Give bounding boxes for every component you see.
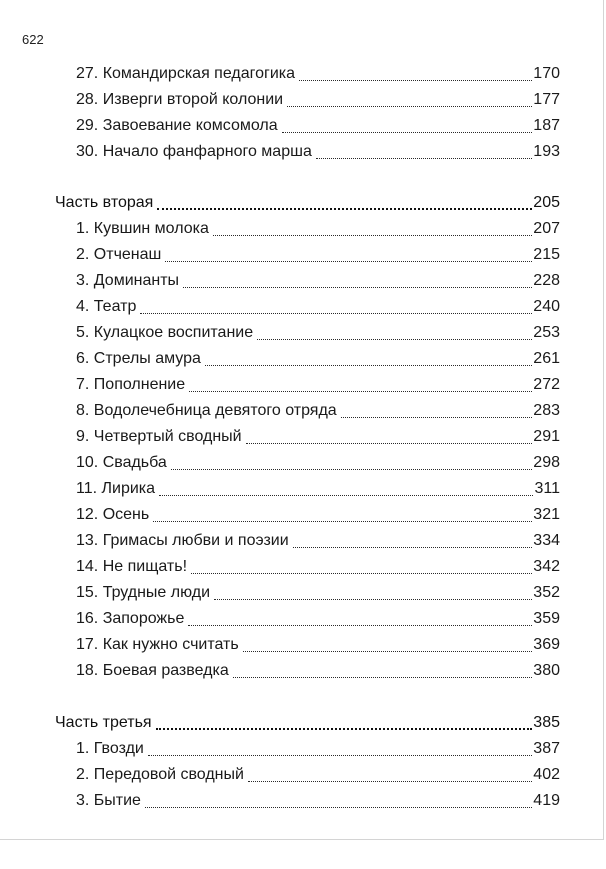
toc-dot-leader [157, 208, 532, 210]
toc-entry [0, 554, 560, 580]
toc-entry-page: 283 [533, 402, 560, 419]
toc-entry [0, 242, 560, 268]
toc-entry [0, 372, 560, 398]
toc-entry-page: 205 [533, 194, 560, 211]
toc-dot-leader [246, 443, 533, 444]
toc-dot-leader [189, 391, 532, 392]
toc-dot-leader [243, 651, 533, 652]
page-number: 622 [22, 32, 44, 47]
toc-entry-page: 215 [533, 246, 560, 263]
toc-entry-title: 14. Не пищать! [76, 558, 188, 575]
toc-entry-page: 177 [533, 91, 560, 108]
toc-entry [0, 450, 560, 476]
toc-entry-title: 13. Гримасы любви и поэзии [76, 532, 289, 549]
toc-entry-title: 1. Гвозди [76, 740, 144, 757]
toc-entry-page: 380 [533, 662, 560, 679]
toc-entry-page: 272 [533, 376, 560, 393]
toc-entry-title: 10. Свадьба [76, 454, 167, 471]
toc-dot-leader [213, 235, 532, 236]
toc-entry-title: 3. Бытие [76, 792, 141, 809]
toc-entry-page: 311 [534, 480, 560, 497]
toc-entry-page: 359 [533, 610, 560, 627]
toc-entry-page: 402 [533, 766, 560, 783]
toc-entry-page: 193 [533, 143, 560, 160]
toc-dot-leader [165, 261, 532, 262]
toc-entry-title: 11. Лирика [76, 480, 156, 497]
toc-dot-leader [248, 781, 532, 782]
toc-entry [0, 268, 560, 294]
toc-entry-page: 334 [533, 532, 560, 549]
toc-entry [0, 632, 560, 658]
toc-entry-page: 387 [533, 740, 560, 757]
toc-entry-page: 321 [533, 506, 560, 523]
toc-dot-leader [140, 313, 532, 314]
toc-entry-page: 385 [533, 714, 560, 731]
toc-entry-title: 9. Четвертый сводный [76, 428, 242, 445]
toc-entry-title: 30. Начало фанфарного марша [76, 143, 312, 160]
toc-section-part-one-continued [0, 61, 560, 165]
toc-dot-leader [188, 625, 532, 626]
toc-entry [0, 216, 560, 242]
toc-entry [0, 139, 560, 165]
toc-entry-title: 12. Осень [76, 506, 150, 523]
toc-dot-leader [214, 599, 532, 600]
toc-entry-page: 298 [533, 454, 560, 471]
toc-entry [0, 502, 560, 528]
toc-entry [0, 61, 560, 87]
toc-part-heading [0, 190, 560, 216]
toc-entry-page: 187 [533, 117, 560, 134]
toc-entry-title: 17. Как нужно считать [76, 636, 239, 653]
toc-entry-title: 8. Водолечебница девятого отряда [76, 402, 337, 419]
toc-entry-page: 261 [533, 350, 560, 367]
toc-entry [0, 788, 560, 814]
toc-dot-leader [191, 573, 532, 574]
toc-dot-leader [145, 807, 532, 808]
toc-entry [0, 113, 560, 139]
toc-entry-title: 18. Боевая разведка [76, 662, 229, 679]
toc-dot-leader [293, 547, 533, 548]
toc-dot-leader [257, 339, 532, 340]
toc-entry [0, 320, 560, 346]
toc-entry [0, 528, 560, 554]
toc-entry [0, 476, 560, 502]
toc-entry-title: 28. Изверги второй колонии [76, 91, 284, 108]
toc-entry [0, 606, 560, 632]
toc-entry-title: 16. Запорожье [76, 610, 185, 627]
toc-entry-title: Часть вторая [55, 194, 154, 211]
toc-dot-leader [233, 677, 533, 678]
toc-entry-page: 419 [533, 792, 560, 809]
toc-entry-title: 6. Стрелы амура [76, 350, 201, 367]
toc-entry-title: 15. Трудные люди [76, 584, 211, 601]
toc-dot-leader [287, 106, 532, 107]
toc-entry-title: Часть третья [55, 714, 152, 731]
toc-dot-leader [159, 495, 533, 496]
toc-dot-leader [205, 365, 532, 366]
toc-entry [0, 398, 560, 424]
toc-part-heading [0, 710, 560, 736]
toc-entry-page: 369 [533, 636, 560, 653]
toc-entry-title: 5. Кулацкое воспитание [76, 324, 254, 341]
toc-entry-title: 1. Кувшин молока [76, 220, 209, 237]
toc-entry-title: 29. Завоевание комсомола [76, 117, 278, 134]
toc-entry [0, 762, 560, 788]
toc-entry-page: 170 [533, 65, 560, 82]
toc-entry [0, 736, 560, 762]
toc-entry-page: 240 [533, 298, 560, 315]
toc-entry-title: 4. Театр [76, 298, 137, 315]
toc-dot-leader [156, 728, 533, 730]
toc-entry [0, 87, 560, 113]
toc-dot-leader [316, 158, 532, 159]
toc-entry-page: 352 [533, 584, 560, 601]
toc-section-part-two [0, 190, 560, 684]
toc-entry [0, 346, 560, 372]
toc-dot-leader [299, 80, 532, 81]
toc-entry-page: 228 [533, 272, 560, 289]
toc-entry-title: 2. Передовой сводный [76, 766, 244, 783]
toc-entry-page: 342 [533, 558, 560, 575]
toc-entry-title: 27. Командирская педагогика [76, 65, 296, 82]
toc-dot-leader [282, 132, 533, 133]
toc-entry-title: 2. Отченаш [76, 246, 162, 263]
toc-entry-title: 3. Доминанты [76, 272, 180, 289]
toc-entry-title: 7. Пополнение [76, 376, 186, 393]
toc-section-part-three [0, 710, 560, 814]
toc-entry-page: 207 [533, 220, 560, 237]
toc-entry [0, 658, 560, 684]
toc-entry-page: 291 [533, 428, 560, 445]
toc-dot-leader [171, 469, 532, 470]
toc-dot-leader [341, 417, 533, 418]
toc-entry [0, 580, 560, 606]
toc-dot-leader [148, 755, 532, 756]
toc-dot-leader [153, 521, 532, 522]
toc-dot-leader [183, 287, 532, 288]
toc-entry [0, 424, 560, 450]
toc-entry-page: 253 [533, 324, 560, 341]
toc-entry [0, 294, 560, 320]
